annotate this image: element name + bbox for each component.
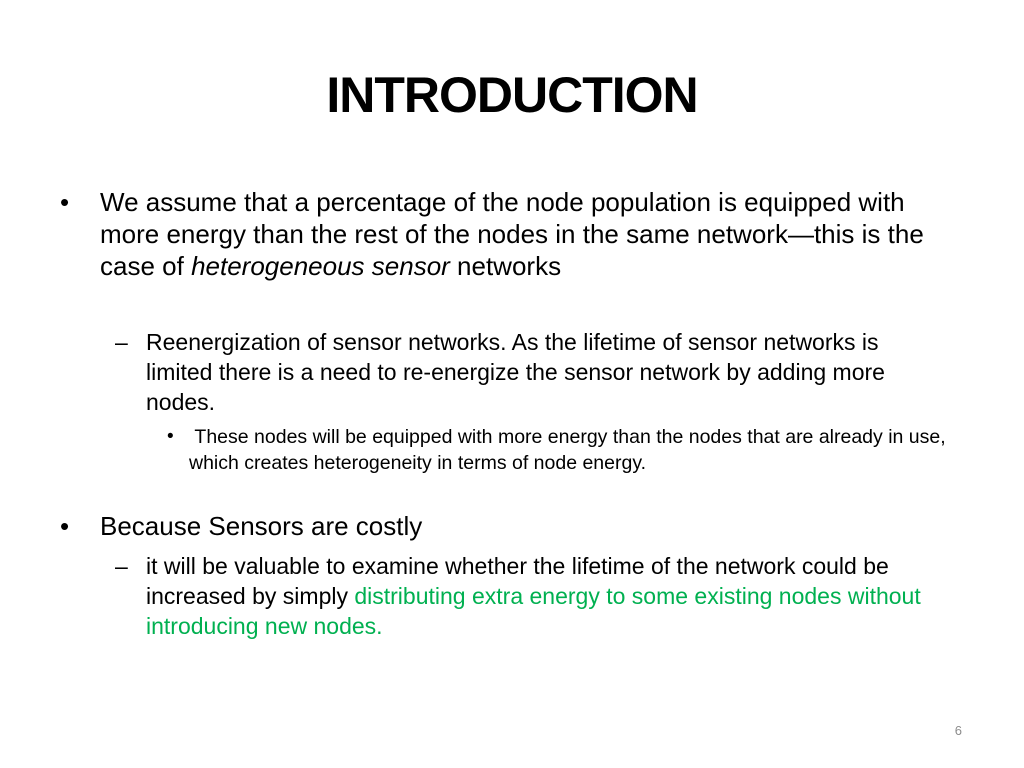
bullet-text: We assume that a percentage of the node population is equipped with more energy than the rest of the nodes in the same network—this is the case of: [100, 187, 924, 281]
sub-bullet-text: it will be valuable to examine whether the lifetime of the network could be increased by simply: [146, 553, 889, 609]
slide-title: INTRODUCTION: [326, 67, 698, 123]
sub-sub-bullet-item: These nodes will be equipped with more energy than the nodes that are already in use, which creates heterogeneity in terms of node energy.: [189, 426, 952, 474]
dash-marker: –: [115, 553, 128, 579]
bullet-marker: •: [60, 511, 70, 541]
bullet-marker: •: [60, 187, 70, 217]
page-number: 6: [954, 723, 962, 738]
sub-bullet-item-1: Reenergization of sensor networks. As the lifetime of sensor networks is limited there is a need to re-energize the sensor network by adding more nodes.: [146, 329, 885, 415]
dash-marker: –: [115, 329, 128, 355]
bullet-item-2: Because Sensors are costly: [100, 511, 423, 541]
sub-bullet-item-2: [146, 551, 946, 641]
bullet-marker: •: [167, 426, 174, 447]
bullet-text-italic: heterogeneous sensor: [191, 251, 450, 281]
highlighted-text: distributing extra energy to some existing nodes without introducing new nodes.: [146, 583, 921, 639]
bullet-item-1: [100, 186, 960, 282]
bullet-text-end: networks: [449, 251, 562, 281]
